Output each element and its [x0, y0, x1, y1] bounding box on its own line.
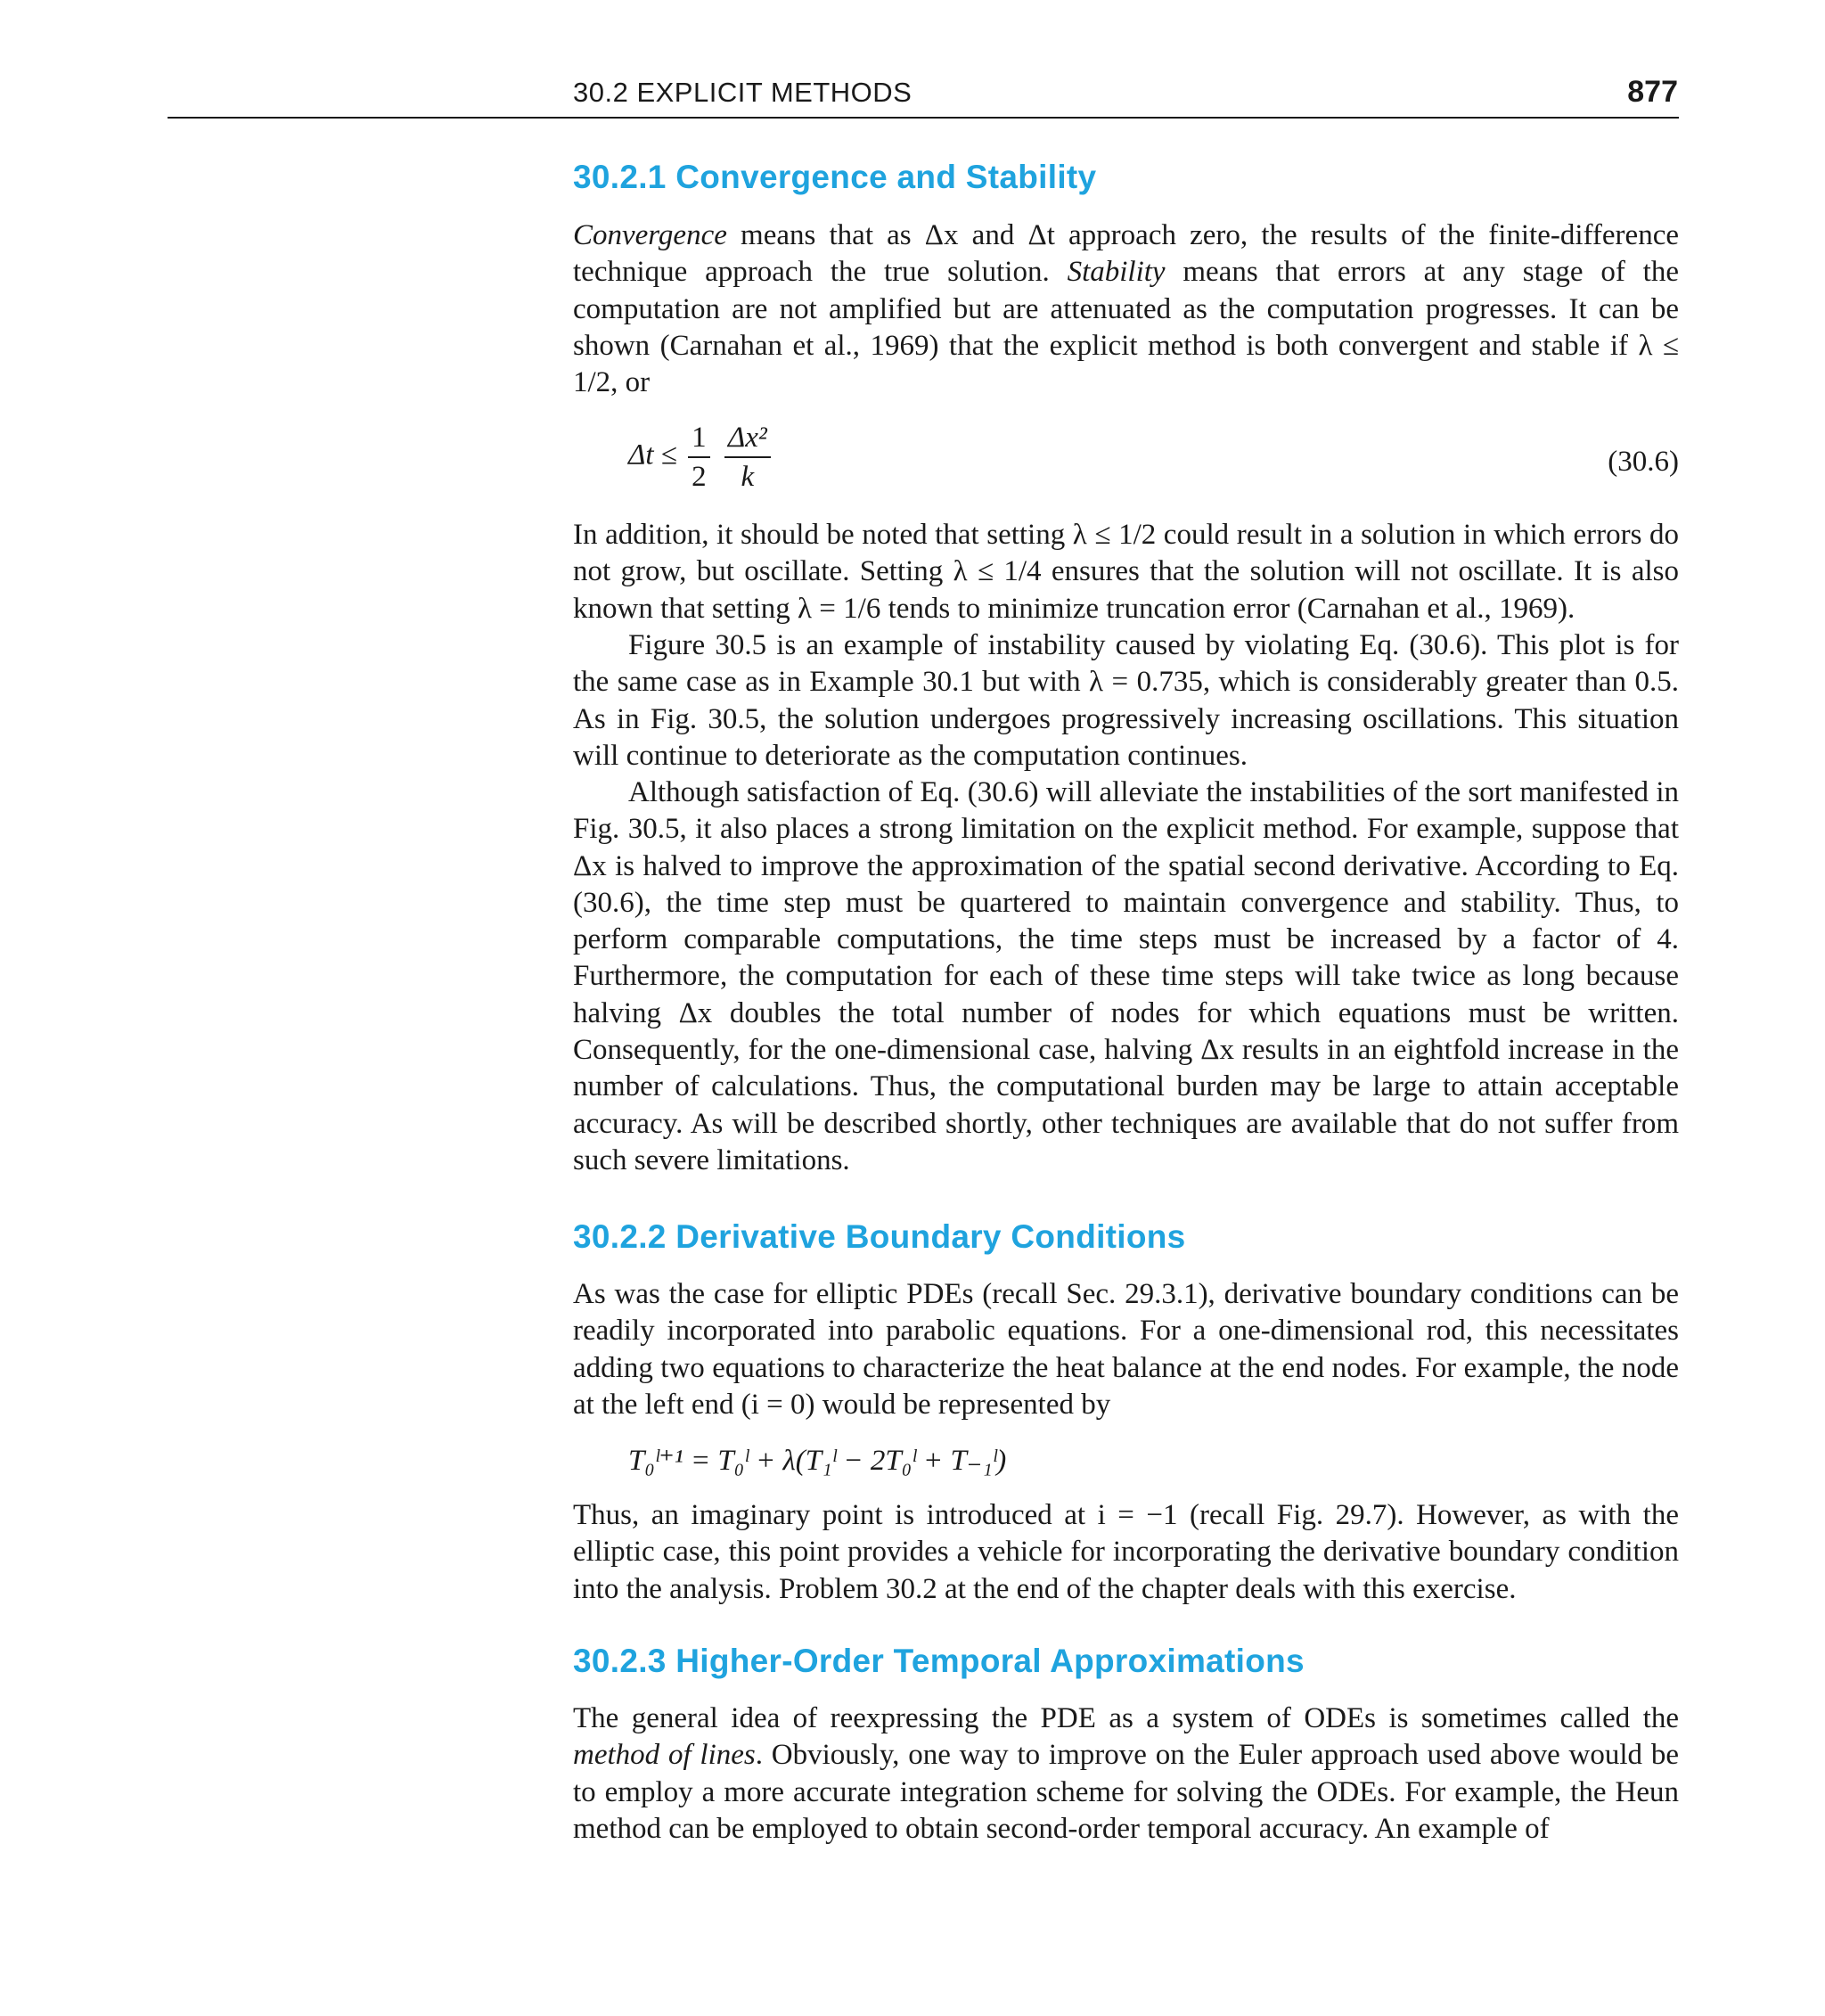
page-number: 877	[1627, 75, 1678, 109]
paragraph-imaginary-point	[573, 1497, 1679, 1608]
equation-body: T₀ˡ⁺¹ = T₀ˡ + λ(T₁ˡ − 2T₀ˡ + T₋₁ˡ)	[628, 1445, 1007, 1477]
fraction-dx2-over-k	[724, 419, 771, 496]
section-heading-convergence	[573, 159, 1679, 196]
section-heading-higher-order	[573, 1643, 1679, 1680]
paragraph-text: . Obviously, one way to improve on the Euler approach used above would be to employ a more accurate integration scheme for solving the ODEs. For example, the Heun method can be employed to obtain second-order temporal accuracy. An example of	[573, 1739, 1679, 1845]
paragraph-instability-example	[573, 627, 1679, 774]
section-heading-derivative-bc	[573, 1218, 1679, 1256]
fraction-numerator: Δx²	[724, 419, 771, 458]
paragraph-text: As was the case for elliptic PDEs (recall Sec. 29.3.1), derivative boundary conditions can be readily incorporated into parabolic equations. For a one-dimensional rod, this necessitates adding two equations to characterize the heat balance at the end nodes. For example, the node at the left end (i = 0) would be represented by	[573, 1278, 1679, 1421]
fraction-one-half	[688, 419, 710, 496]
paragraph-explicit-limitation	[573, 774, 1679, 1179]
paragraph-text: means that as Δx and Δt approach zero, the results of the finite-difference technique approach the true solution.	[573, 219, 1679, 289]
equation-body	[628, 419, 774, 496]
equation-lhs: Δt ≤	[628, 438, 677, 471]
paragraph-text: Figure 30.5 is an example of instability caused by violating Eq. (30.6). This plot is for the same case as in Example 30.1 but with λ = 0.735, which is considerably greater than 0.5. As in Fig. 30.5, the solution undergoes progressively increasing oscillations. This situation will continue to deteriorate as the computation continues.	[573, 629, 1679, 772]
term-convergence: Convergence	[573, 219, 727, 251]
equation-number: (30.6)	[1608, 446, 1679, 478]
paragraph-convergence-definition	[573, 217, 1679, 401]
fraction-numerator: 1	[688, 419, 710, 458]
paragraph-text: In addition, it should be noted that setting λ ≤ 1/2 could result in a solution in which errors do not grow, but oscillate. Setting λ ≤ 1/4 ensures that the solution will not oscillate. It is also known that setting λ = 1/6 tends to minimize truncation error (Carnahan et al., 1969).	[573, 519, 1679, 625]
paragraph-text: Although satisfaction of Eq. (30.6) will alleviate the instabilities of the sort manifested in Fig. 30.5, it also places a strong limitation on the explicit method. For example, suppose that Δx is halved to improve the approximation of the spatial second derivative. According to Eq. (30.6), the time step must be quartered to maintain convergence and stability. Thus, to perform comparable computations, the time steps must be increased by a factor of 4. Furthermore, the computation for each of these time steps will take twice as long because halving Δx doubles the total number of nodes for which equations must be written. Consequently, for the one-dimensional case, halving Δx results in an eightfold increase in the number of calculations. Thus, the computational burden may be large to attain acceptable accuracy. As will be described shortly, other techniques are available that do not suffer from such severe limitations.	[573, 776, 1679, 1176]
fraction-denominator: 2	[692, 461, 707, 493]
paragraph-oscillation-note	[573, 517, 1679, 627]
section-title: 30.2.1 Convergence and Stability	[573, 159, 1097, 195]
section-title: 30.2.2 Derivative Boundary Conditions	[573, 1218, 1186, 1255]
paragraph-text: The general idea of reexpressing the PDE as a system of ODEs is sometimes called the	[573, 1702, 1679, 1734]
paragraph-text: means that errors at any stage of the computation are not amplified but are attenuated as the computation progresses. It can be shown (Carnahan et al., 1969) that the explicit method is both convergent and stable if λ ≤ 1/2, or	[573, 256, 1679, 399]
term-stability: Stability	[1067, 256, 1166, 289]
fraction-denominator: k	[741, 461, 755, 493]
paragraph-method-of-lines	[573, 1700, 1679, 1848]
header-rule	[168, 117, 1679, 119]
term-method-of-lines: method of lines	[573, 1739, 756, 1772]
paragraph-text: Thus, an imaginary point is introduced at i = −1 (recall Fig. 29.7). However, as with the elliptic case, this point provides a vehicle for incorporating the derivative boundary condition into the analysis. Problem 30.2 at the end of the chapter deals with this exercise.	[573, 1499, 1679, 1605]
section-title: 30.2.3 Higher-Order Temporal Approximations	[573, 1643, 1305, 1679]
paragraph-derivative-bc	[573, 1276, 1679, 1423]
running-head: 30.2 EXPLICIT METHODS	[573, 77, 912, 108]
